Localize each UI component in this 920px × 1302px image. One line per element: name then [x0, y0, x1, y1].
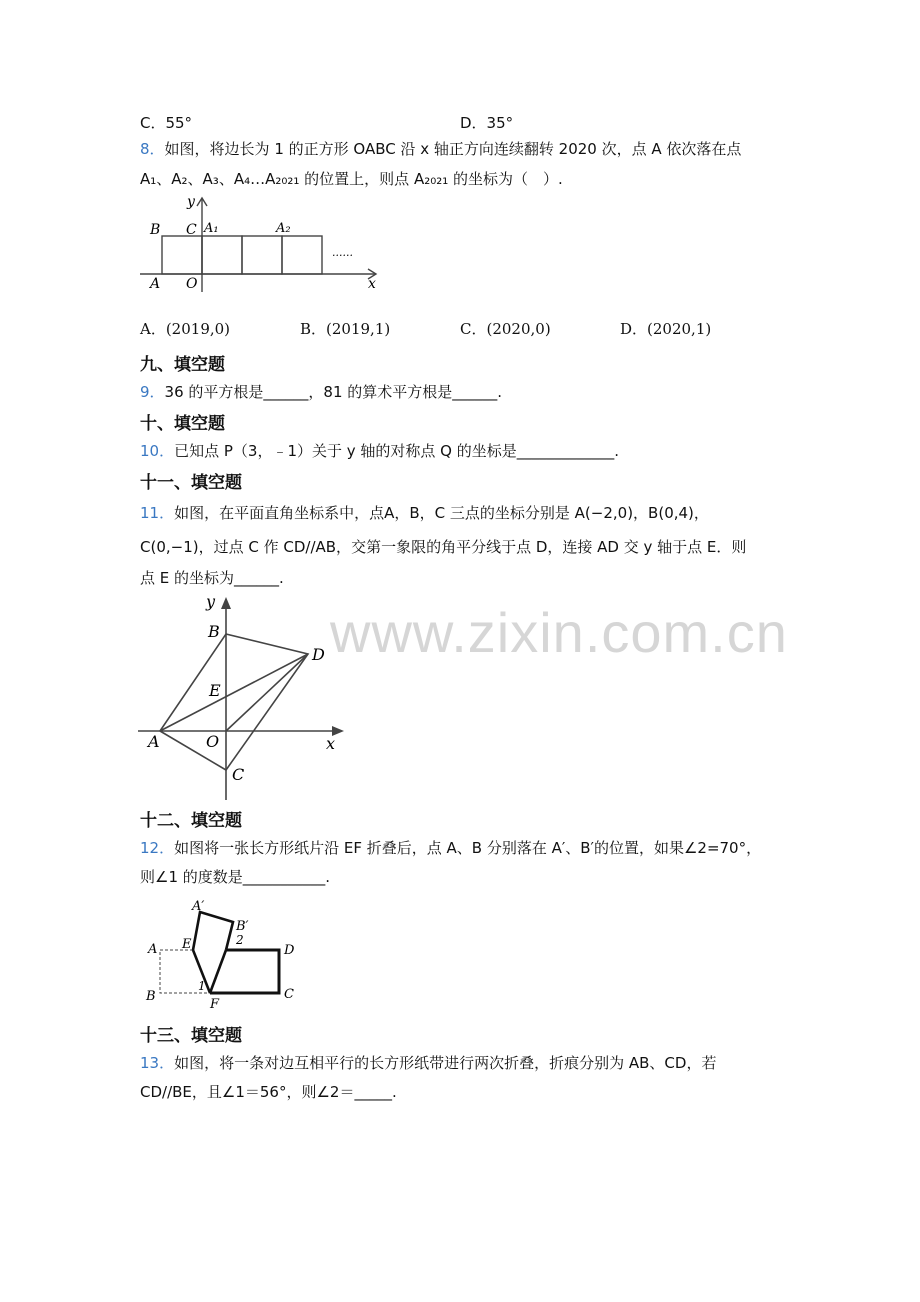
- q11-label-d: D: [312, 645, 325, 664]
- q8-figure: [140, 192, 390, 292]
- q8-option-b: B．(2019,1): [300, 320, 391, 338]
- q12-text-1: 如图将一张长方形纸片沿 EF 折叠后，点 A、B 分别落在 A′、B′的位置，如果∠2=70°，: [174, 839, 762, 857]
- q10-line: [140, 440, 619, 462]
- watermark: www.zixin.com.cn: [330, 601, 788, 664]
- q12-figure: [140, 898, 310, 1010]
- q13-line2: CD//BE，且∠1＝56°，则∠2＝_____.: [140, 1083, 397, 1101]
- q11-label-e: E: [209, 681, 221, 700]
- q9-line: [140, 381, 502, 403]
- q11-number: 11．: [140, 504, 175, 522]
- q12-line1: [140, 837, 761, 859]
- q8-label-x: x: [368, 276, 376, 292]
- q10-text: 已知点 P（3，﹣1）关于 y 轴的对称点 Q 的坐标是_____________.: [174, 442, 620, 460]
- q8-option-c: C．(2020,0): [460, 320, 551, 338]
- q8-number: 8．: [140, 140, 165, 158]
- q11-line2: C(0,−1)，过点 C 作 CD//AB，交第一象限的角平分线于点 D，连接 AD 交 y 轴于点 E．则: [140, 538, 747, 556]
- section-12-heading: 十二、填空题: [140, 811, 242, 831]
- q11-label-a: A: [148, 732, 160, 751]
- q8-label-c: C: [186, 222, 197, 238]
- q9-text: 36 的平方根是______，81 的算术平方根是______.: [164, 383, 503, 401]
- q12-label-d: D: [284, 943, 295, 958]
- section-9-heading: 九、填空题: [140, 355, 225, 375]
- q13-text-1: 如图，将一条对边互相平行的长方形纸带进行两次折叠，折痕分别为 AB、CD，若: [174, 1054, 717, 1072]
- q8-option-d: D．(2020,1): [620, 320, 712, 338]
- q11-label-x: x: [326, 734, 336, 753]
- q12-label-b-prime: B′: [236, 919, 249, 934]
- q13-number: 13．: [140, 1054, 175, 1072]
- q12-label-f: F: [210, 997, 220, 1010]
- q11-label-y: y: [206, 592, 216, 611]
- q10-number: 10．: [140, 442, 175, 460]
- q7-option-d: D．35°: [460, 114, 514, 132]
- q12-label-b: B: [146, 989, 156, 1004]
- q8-label-a1: A₁: [204, 221, 219, 236]
- section-11-heading: 十一、填空题: [140, 473, 242, 493]
- q11-label-o: O: [206, 732, 220, 751]
- section-10-heading: 十、填空题: [140, 414, 225, 434]
- q12-label-c: C: [284, 987, 294, 1002]
- q8-label-a: A: [150, 276, 161, 292]
- q12-label-angle-2: 2: [236, 933, 244, 947]
- q8-label-a2: A₂: [276, 221, 291, 236]
- q11-label-c: C: [232, 765, 245, 784]
- q7-option-c: C．55°: [140, 114, 193, 132]
- q12-line2: 则∠1 的度数是___________.: [140, 868, 331, 886]
- q8-label-o: O: [186, 276, 198, 292]
- q12-label-a: A: [148, 942, 158, 957]
- section-13-heading: 十三、填空题: [140, 1026, 242, 1046]
- q8-label-y: y: [187, 194, 195, 210]
- q12-label-a-prime: A′: [192, 899, 205, 914]
- q8-line2: A₁、A₂、A₃、A₄…A₂₀₂₁ 的位置上，则点 A₂₀₂₁ 的坐标为（ ）.: [140, 170, 563, 188]
- q11-label-b: B: [208, 622, 220, 641]
- q8-label-b: B: [150, 222, 161, 238]
- q8-text-1: 如图，将边长为 1 的正方形 OABC 沿 x 轴正方向连续翻转 2020 次，点 A 依次落在点: [164, 140, 742, 158]
- q12-label-e: E: [182, 937, 192, 952]
- q8-line1: [140, 138, 741, 160]
- q11-line1: [140, 502, 709, 524]
- q11-line3: 点 E 的坐标为______.: [140, 569, 284, 587]
- q9-number: 9．: [140, 383, 165, 401]
- q13-line1: [140, 1052, 716, 1074]
- q12-label-angle-1: 1: [198, 979, 206, 993]
- q12-number: 12．: [140, 839, 175, 857]
- q8-option-a: A．(2019,0): [140, 320, 231, 338]
- q11-figure: [138, 592, 350, 800]
- q11-text-1: 如图，在平面直角坐标系中，点A，B，C 三点的坐标分别是 A(−2,0)，B(0,4)，: [174, 504, 709, 522]
- q8-label-dots: ......: [332, 246, 353, 259]
